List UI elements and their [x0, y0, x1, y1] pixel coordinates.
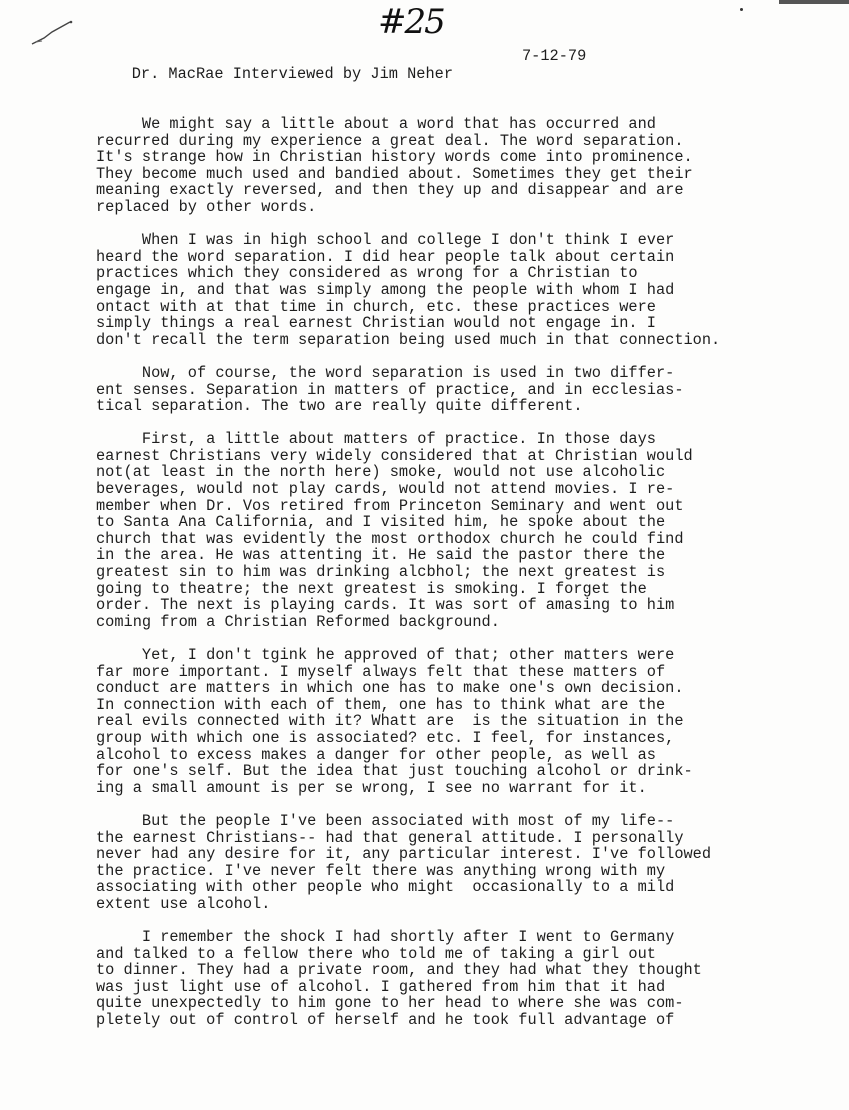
- text-line: Now, of course, the word separation is used in two differ-: [96, 363, 675, 382]
- text-line: pletely out of control of herself and he took full advantage of: [96, 1011, 675, 1030]
- text-line: for one's self. But the idea that just touching alcohol or drink-: [96, 762, 693, 781]
- text-line: in the area. He was attenting it. He said the pastor there the: [96, 546, 666, 565]
- paragraph: [96, 929, 816, 1029]
- text-line: order. The next is playing cards. It was sort of amasing to him: [96, 596, 675, 615]
- text-line: But the people I've been associated with most of my life--: [96, 811, 675, 830]
- text-line: was just light use of alcohol. I gathered from him that it had: [96, 977, 666, 996]
- scan-speck: [740, 8, 743, 11]
- text-line: earnest Christians very widely considered that at Christian would: [96, 446, 693, 465]
- text-line: the earnest Christians-- had that general attitude. I personally: [96, 828, 684, 847]
- paragraph: [96, 647, 816, 796]
- text-line: don't recall the term separation being used much in that connection.: [96, 330, 721, 349]
- document-header: [95, 47, 587, 119]
- paragraph: [96, 232, 816, 348]
- text-line: ontact with at that time in church, etc. these practices were: [96, 297, 656, 316]
- text-line: I remember the shock I had shortly after I went to Germany: [96, 928, 675, 947]
- header-date: 7-12-79: [522, 47, 587, 65]
- text-line: ent senses. Separation in matters of practice, and in ecclesias-: [96, 380, 684, 399]
- text-line: extent use alcohol.: [96, 894, 271, 913]
- paragraph: [96, 431, 816, 630]
- text-line: ing a small amount is per se wrong, I see no warrant for it.: [96, 778, 647, 797]
- text-line: quite unexpectedly to him gone to her head to where she was com-: [96, 994, 684, 1013]
- text-line: alcohol to excess makes a danger for other people, as well as: [96, 745, 656, 764]
- paragraph: [96, 116, 816, 216]
- text-line: In connection with each of them, one has to think what are the: [96, 695, 666, 714]
- text-line: It's strange how in Christian history words come into prominence.: [96, 148, 693, 167]
- text-line: When I was in high school and college I don't think I ever: [96, 231, 675, 250]
- text-line: simply things a real earnest Christian would not engage in. I: [96, 314, 656, 333]
- text-line: going to theatre; the next greatest is smoking. I forget the: [96, 579, 647, 598]
- text-line: to Santa Ana California, and I visited him, he spoke about the: [96, 513, 666, 532]
- text-line: beverages, would not play cards, would not attend movies. I re-: [96, 480, 675, 499]
- text-line: They become much used and bandied about. Sometimes they get their: [96, 164, 693, 183]
- text-line: group with which one is associated? etc. I feel, for instances,: [96, 728, 675, 747]
- text-line: associating with other people who might occasionally to a mild: [96, 878, 675, 897]
- paragraph: [96, 813, 816, 913]
- text-line: member when Dr. Vos retired from Princeton Seminary and went out: [96, 496, 684, 515]
- text-line: to dinner. They had a private room, and they had what they thought: [96, 961, 702, 980]
- text-line: church that was evidently the most orthodox church he could find: [96, 529, 684, 548]
- text-line: greatest sin to him was drinking alcbhol; the next greatest is: [96, 563, 666, 582]
- text-line: and talked to a fellow there who told me of taking a girl out: [96, 944, 656, 963]
- text-line: practices which they considered as wrong for a Christian to: [96, 264, 638, 283]
- text-line: the practice. I've never felt there was anything wrong with my: [96, 861, 666, 880]
- text-line: never had any desire for it, any particular interest. I've followed: [96, 845, 712, 864]
- text-line: First, a little about matters of practice. In those days: [96, 430, 656, 449]
- text-line: tical separation. The two are really quite different.: [96, 397, 583, 416]
- text-line: engage in, and that was simply among the people with whom I had: [96, 280, 675, 299]
- header-title: Dr. MacRae Interviewed by Jim Neher: [131, 65, 454, 83]
- text-line: replaced by other words.: [96, 197, 317, 216]
- text-line: Yet, I don't tgink he approved of that; other matters were: [96, 646, 675, 664]
- text-line: meaning exactly reversed, and then they up and disappear and are: [96, 181, 684, 200]
- text-line: far more important. I myself always felt that these matters of: [96, 662, 666, 681]
- document-body: [96, 116, 816, 1045]
- text-line: not(at least in the north here) smoke, would not use alcoholic: [96, 463, 666, 482]
- paragraph: [96, 365, 816, 415]
- text-line: conduct are matters in which one has to make one's own decision.: [96, 679, 684, 698]
- text-line: real evils connected with it? Whatt are is the situation in the: [96, 712, 684, 731]
- text-line: coming from a Christian Reformed background.: [96, 612, 500, 631]
- text-line: recurred during my experience a great deal. The word separation.: [96, 131, 684, 150]
- handwritten-page-number: #25: [378, 2, 444, 42]
- text-line: heard the word separation. I did hear people talk about certain: [96, 247, 675, 266]
- scan-edge-mark: [779, 0, 849, 4]
- pen-scratch-mark: [30, 18, 78, 48]
- text-line: We might say a little about a word that has occurred and: [96, 115, 656, 133]
